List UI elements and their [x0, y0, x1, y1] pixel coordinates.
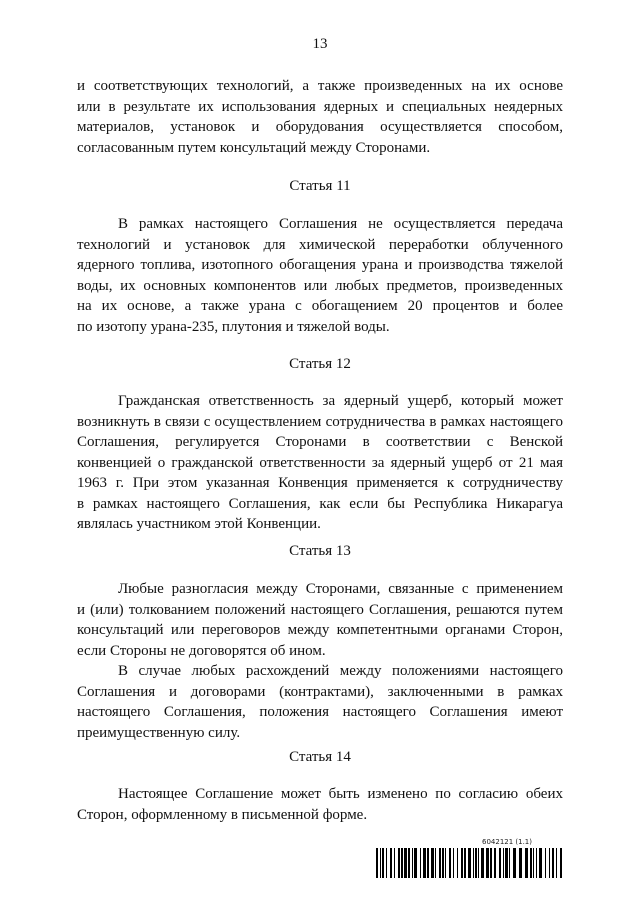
article-11-heading: Статья 11 — [289, 178, 351, 194]
text-line: согласованным путем консультаций между Сторонами. — [77, 139, 431, 156]
text-line: если Стороны не договорятся об ином. — [77, 642, 326, 659]
text-line: технологий и установок для химической переработки облученного — [77, 236, 563, 253]
article-13-paragraph-2 — [77, 661, 563, 743]
article-11-paragraph — [77, 214, 563, 337]
text-line: в рамках настоящего Соглашения, как если бы Республика Никарагуа — [77, 495, 563, 512]
text-line: возникнуть в связи с осуществлением сотрудничества в рамках настоящего — [77, 413, 563, 430]
text-line: Гражданская ответственность за ядерный ущерб, который может — [118, 393, 563, 409]
text-line: Настоящее Соглашение может быть изменено по согласию обеих — [118, 786, 563, 802]
text-line: В случае любых расхождений между положениями настоящего — [118, 663, 563, 679]
text-line: воды, их основных компонентов или любых предметов, произведенных — [77, 277, 563, 294]
text-line: конвенцией о гражданской ответственности за ядерный ущерб от 21 мая — [77, 454, 563, 471]
text-line: или в результате их использования ядерных и специальных неядерных — [77, 98, 563, 115]
text-line: Любые разногласия между Сторонами, связанные с применением — [118, 581, 563, 597]
text-line: и (или) толкованием положений настоящего Соглашения, решаются путем — [77, 601, 563, 618]
text-line: настоящего Соглашения, положения настоящего Соглашения имеют — [77, 704, 563, 720]
barcode-label: 6042121 (1.1) — [482, 838, 532, 846]
text-line: являлась участником этой Конвенции. — [77, 516, 321, 532]
text-line: Сторон, оформленному в письменной форме. — [77, 806, 368, 823]
article-13-paragraph-1 — [77, 579, 563, 661]
text-line: на их основе, а также урана с обогащением 20 процентов и более — [77, 298, 563, 314]
article-14-heading: Статья 14 — [289, 749, 351, 765]
text-line: ядерного топлива, изотопного обогащения урана и производства тяжелой — [77, 257, 563, 273]
text-line: Соглашения, регулируется Сторонами в соответствии с Венской — [77, 434, 563, 450]
text-line: по изотопу урана-235, плутония и тяжелой воды. — [77, 318, 390, 335]
text-line: и соответствующих технологий, а также произведенных на их основе — [77, 78, 563, 94]
text-line: Соглашения и договорами (контрактами), заключенными в рамках — [77, 683, 563, 700]
article-13-heading: Статья 13 — [289, 543, 351, 559]
article-14-paragraph — [77, 784, 563, 825]
article-12-heading: Статья 12 — [289, 356, 351, 372]
text-line: материалов, установок и оборудования осуществляется способом, — [77, 119, 563, 135]
text-line: консультаций или переговоров между компетентными органами Сторон, — [77, 622, 563, 638]
page-number: 13 — [312, 36, 328, 52]
intro-paragraph — [77, 76, 563, 158]
text-line: 1963 г. При этом указанная Конвенция применяется к сотрудничеству — [77, 475, 563, 491]
text-line: В рамках настоящего Соглашения не осуществляется передача — [118, 216, 563, 232]
barcode-image — [376, 848, 564, 878]
text-line: преимущественную силу. — [77, 724, 241, 741]
article-12-paragraph — [77, 391, 563, 535]
